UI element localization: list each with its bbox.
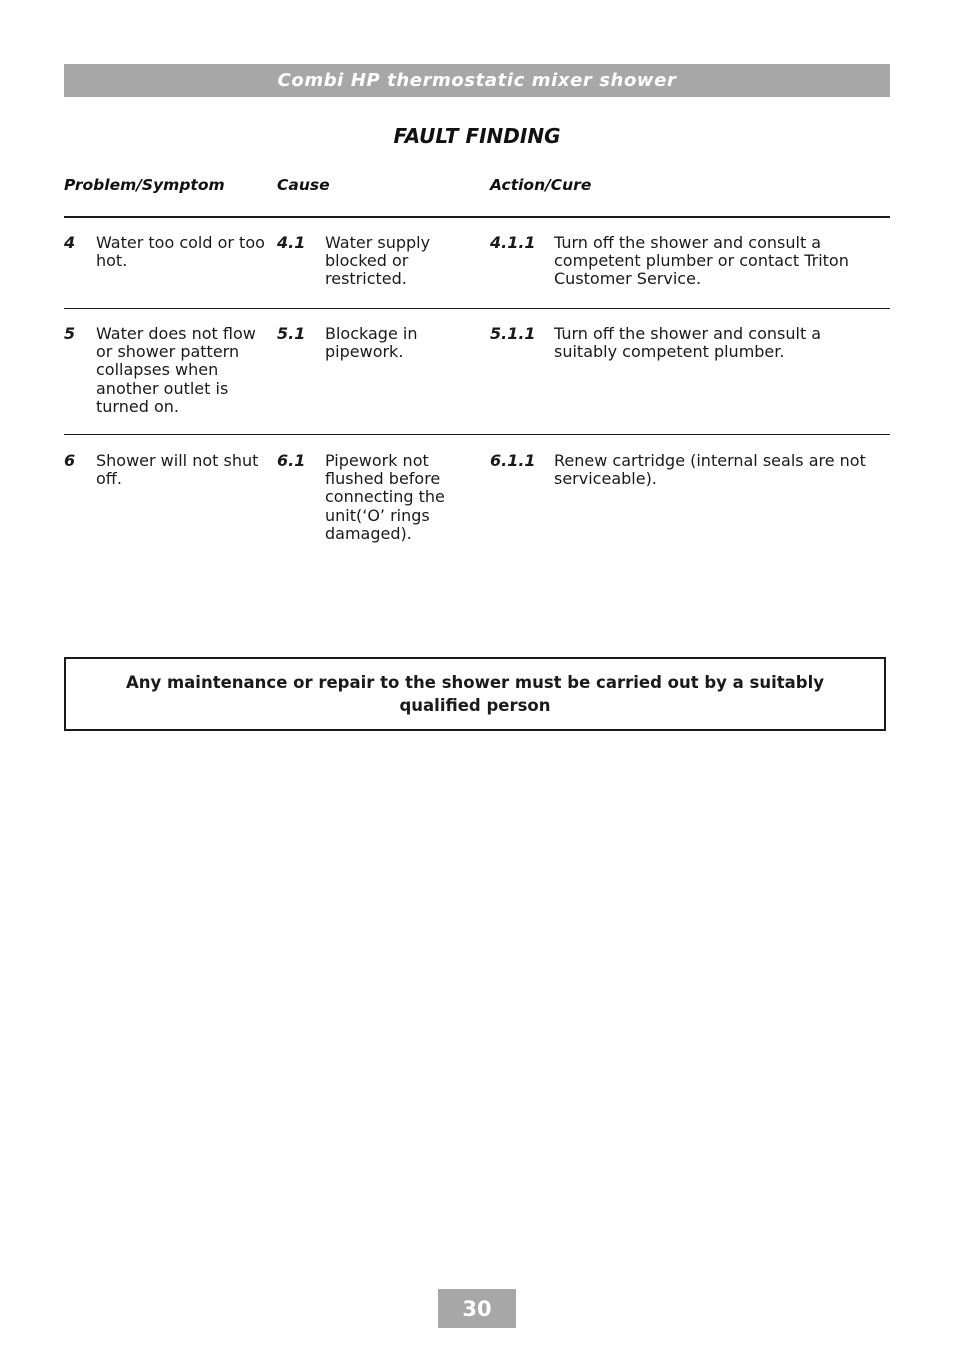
safety-notice-box	[64, 657, 886, 731]
cause-text: Pipework not flushed before connecting the unit(‘O’ rings damaged).	[325, 451, 445, 543]
page-title: FAULT FINDING	[393, 124, 561, 148]
action-number: 6.1.1	[490, 451, 536, 470]
safety-notice-text: Any maintenance or repair to the shower must be carried out by a suitably qualified person	[125, 673, 825, 715]
action-number: 4.1.1	[490, 233, 536, 252]
cause-number: 4.1	[277, 233, 306, 252]
document-header-title: Combi HP thermostatic mixer shower	[277, 70, 677, 91]
row-divider	[64, 308, 890, 309]
problem-number: 4	[64, 233, 76, 252]
page-number: 30	[438, 1289, 516, 1328]
cause-text: Water supply blocked or restricted.	[325, 233, 431, 289]
column-header-action: Action/Cure	[490, 176, 592, 194]
problem-number: 5	[64, 324, 76, 343]
cause-number: 6.1	[277, 451, 306, 470]
header-divider	[64, 216, 890, 218]
action-text: Turn off the shower and consult a suitably competent plumber.	[554, 324, 822, 362]
action-number: 5.1.1	[490, 324, 536, 343]
problem-number: 6	[64, 451, 76, 470]
row-divider	[64, 434, 890, 435]
cause-text: Blockage in pipework.	[325, 324, 418, 362]
column-header-cause: Cause	[277, 176, 330, 194]
cause-number: 5.1	[277, 324, 306, 343]
problem-text: Shower will not shut off.	[96, 451, 259, 489]
problem-text: Water too cold or too hot.	[96, 233, 265, 271]
document-header	[64, 64, 890, 97]
action-text: Turn off the shower and consult a competent plumber or contact Triton Customer Service.	[554, 233, 849, 289]
problem-text: Water does not flow or shower pattern collapses when another outlet is turned on.	[96, 324, 256, 416]
action-text: Renew cartridge (internal seals are not serviceable).	[554, 451, 866, 489]
column-header-problem: Problem/Symptom	[64, 176, 225, 194]
